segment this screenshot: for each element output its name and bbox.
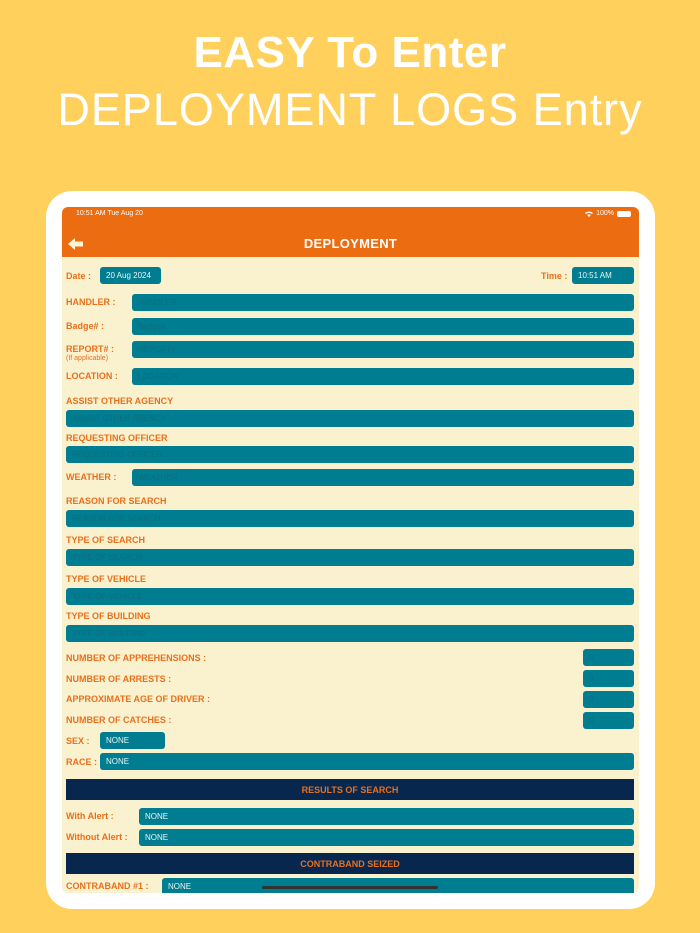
date-field[interactable]: 20 Aug 2024 (100, 267, 161, 284)
wifi-icon (585, 211, 593, 217)
report-label: REPORT# : (66, 344, 115, 354)
catches-label: NUMBER OF CATCHES : (66, 715, 172, 725)
battery-percent: 100% (596, 210, 614, 217)
apprehensions-label: NUMBER OF APPREHENSIONS : (66, 653, 207, 663)
results-section-header: RESULTS OF SEARCH (66, 779, 634, 800)
report-input[interactable]: REPORT# (132, 341, 634, 358)
type-vehicle-label: TYPE OF VEHICLE (66, 574, 147, 584)
reason-label: REASON FOR SEARCH (66, 496, 167, 506)
type-building-label: TYPE OF BUILDING (66, 611, 151, 621)
app-screen (62, 207, 639, 893)
arrests-input[interactable]: 0 (583, 670, 634, 687)
assist-agency-label: ASSIST OTHER AGENCY (66, 396, 174, 406)
status-time: 10:51 AM Tue Aug 20 (76, 210, 143, 217)
requesting-officer-input[interactable]: REQUESTING OFFICER (66, 446, 634, 463)
badge-label: Badge# : (66, 321, 105, 331)
driver-age-input[interactable]: 0 (583, 691, 634, 708)
home-indicator (262, 886, 438, 889)
assist-agency-input[interactable]: ASSIST OTHER AGENCY (66, 410, 634, 427)
sex-select[interactable]: NONE (100, 732, 165, 749)
catches-input[interactable]: 0 (583, 712, 634, 729)
without-alert-select[interactable]: NONE (139, 829, 634, 846)
without-alert-label: Without Alert : (66, 832, 128, 842)
weather-input[interactable]: WEATHER (132, 469, 634, 486)
nav-bar (62, 207, 639, 257)
sex-label: SEX : (66, 736, 90, 746)
time-field[interactable]: 10:51 AM (572, 267, 634, 284)
battery-icon (617, 211, 631, 217)
promo-subline: DEPLOYMENT LOGS Entry (57, 84, 643, 135)
weather-label: WEATHER : (66, 472, 117, 482)
time-label: Time : (541, 271, 568, 281)
type-search-label: TYPE OF SEARCH (66, 535, 146, 545)
type-vehicle-input[interactable]: TYPE OF VEHICLE (66, 588, 634, 605)
driver-age-label: APPROXIMATE AGE OF DRIVER : (66, 694, 211, 704)
device-frame (46, 191, 655, 909)
race-select[interactable]: NONE (100, 753, 634, 770)
arrests-label: NUMBER OF ARRESTS : (66, 674, 172, 684)
page-title: DEPLOYMENT (303, 236, 398, 251)
handler-input[interactable]: HANDLER (132, 294, 634, 311)
apprehensions-input[interactable]: 0 (583, 649, 634, 666)
race-label: RACE : (66, 757, 97, 767)
type-search-input[interactable]: TYPE OF SEARCH (66, 549, 634, 566)
promo-headline: EASY To Enter (193, 28, 507, 77)
location-label: LOCATION : (66, 371, 118, 381)
contraband-1-label: CONTRABAND #1 : (66, 881, 149, 891)
with-alert-select[interactable]: NONE (139, 808, 634, 825)
requesting-officer-label: REQUESTING OFFICER (66, 433, 168, 443)
report-sublabel: (If applicable) (66, 355, 109, 362)
reason-input[interactable]: REASON FOR SEARCH (66, 510, 634, 527)
badge-input[interactable]: Badge# (132, 318, 634, 335)
handler-label: HANDLER : (66, 297, 116, 307)
contraband-1-select[interactable]: NONE (162, 878, 634, 893)
contraband-section-header: CONTRABAND SEIZED (66, 853, 634, 874)
with-alert-label: With Alert : (66, 811, 114, 821)
type-building-input[interactable]: TYPE OF BUILDING (66, 625, 634, 642)
date-label: Date : (66, 271, 92, 281)
status-indicators (585, 210, 631, 217)
location-input[interactable]: LOCATION (132, 368, 634, 385)
